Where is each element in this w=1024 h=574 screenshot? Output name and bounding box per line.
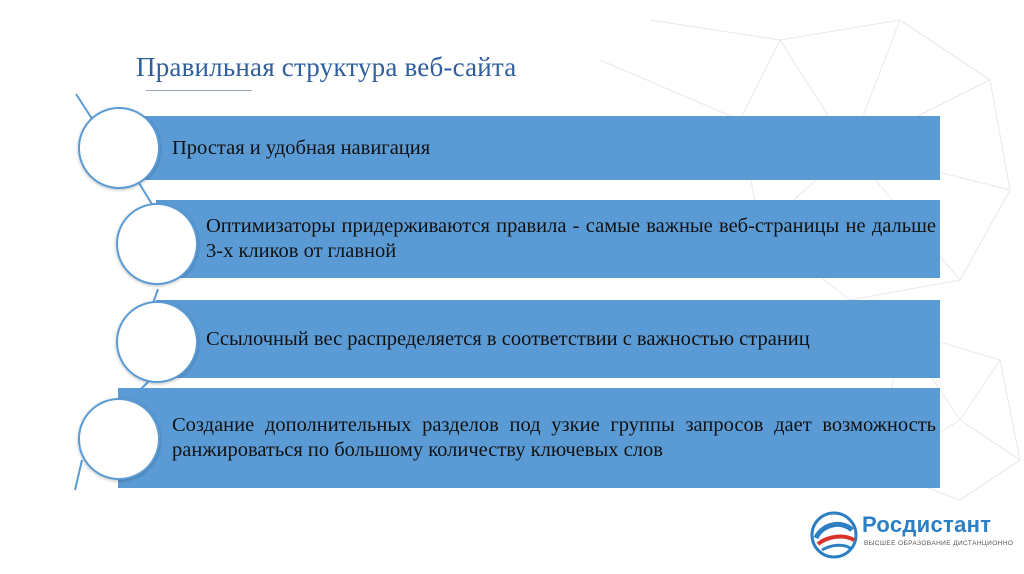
item-text: Создание дополнительных разделов под узкие группы запросов дает возможность ранжироваться по большому количеству ключевых слов <box>172 414 936 461</box>
item-text: Оптимизаторы придерживаются правила - самые важные веб-страницы не дальше 3-х кликов от главной <box>206 215 936 262</box>
list-item <box>118 388 940 488</box>
list-item <box>156 300 940 378</box>
item-text: Ссылочный вес распределяется в соответствии с важностью страниц <box>206 327 810 350</box>
bullet-circle <box>78 107 160 189</box>
bullet-circle <box>78 398 160 480</box>
logo-tagline: ВЫСШЕЕ ОБРАЗОВАНИЕ ДИСТАНЦИОННО <box>864 540 1014 547</box>
logo-name: Росдистант <box>862 512 992 537</box>
slide-title: Правильная структура веб-сайта <box>136 52 517 82</box>
list-item <box>156 200 940 278</box>
bullet-circle <box>116 301 198 383</box>
bullet-circle <box>116 203 198 285</box>
item-text: Простая и удобная навигация <box>172 136 431 159</box>
list-item <box>118 116 940 180</box>
